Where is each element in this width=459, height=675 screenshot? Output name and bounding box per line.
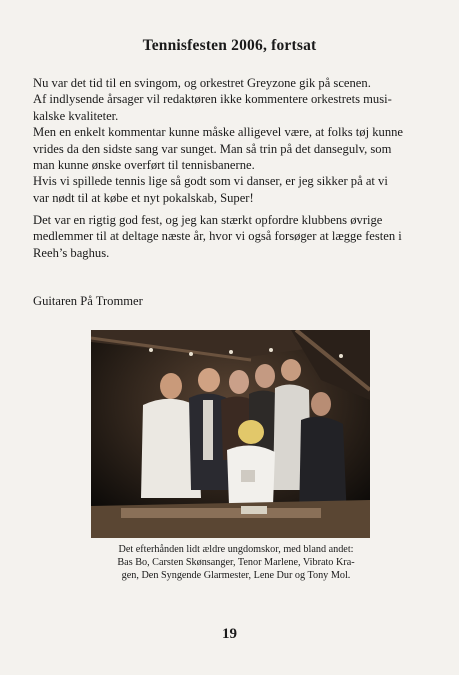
text-line: Af indlysende årsager vil redaktøren ikke kommentere orkestrets musi- (33, 92, 392, 107)
text-line: Hvis vi spillede tennis lige så godt som vi danser, er jeg sikker på at vi (33, 174, 388, 189)
caption-line: Bas Bo, Carsten Skønsanger, Tenor Marlene, Vibrato Kra- (117, 556, 355, 568)
text-line: var nødt til at købe et nyt pokalskab, Super! (33, 190, 254, 205)
text-line: medlemmer til at deltage næste år, hvor vi også forsøger at lægge festen i (33, 229, 402, 244)
page-number: 19 (222, 626, 237, 642)
author-signature: Guitaren På Trommer (33, 294, 143, 308)
text-line: Nu var det tid til en svingom, og orkestret Greyzone gik på scenen. (33, 76, 371, 90)
caption-line: gen, Den Syngende Glarmester, Lene Dur og Tony Mol. (121, 569, 351, 581)
text-line: Det var en rigtig god fest, og jeg kan stærkt opfordre klubbens øvrige (33, 213, 383, 227)
text-line: Men en enkelt kommentar kunne måske alligevel være, at folks tøj kunne (33, 125, 404, 140)
caption-line: Det efterhånden lidt ældre ungdomskor, med bland andet: (118, 544, 354, 555)
paragraph-intro (33, 75, 433, 206)
text-line: kalske kvaliteter. (33, 108, 119, 123)
page-title: Tennisfesten 2006, fortsat (142, 37, 317, 54)
photo-caption (91, 544, 381, 582)
text-line: vrides da den sidste sang var sunget. Man så trin på det dansegulv, som (33, 141, 392, 156)
group-photo (91, 330, 370, 538)
text-line: Reeh’s baghus. (33, 245, 110, 260)
photo-illustration (91, 330, 370, 538)
paragraph-closing (33, 212, 433, 261)
text-line: man kunne ønske overført til tennisbanerne. (33, 158, 255, 173)
